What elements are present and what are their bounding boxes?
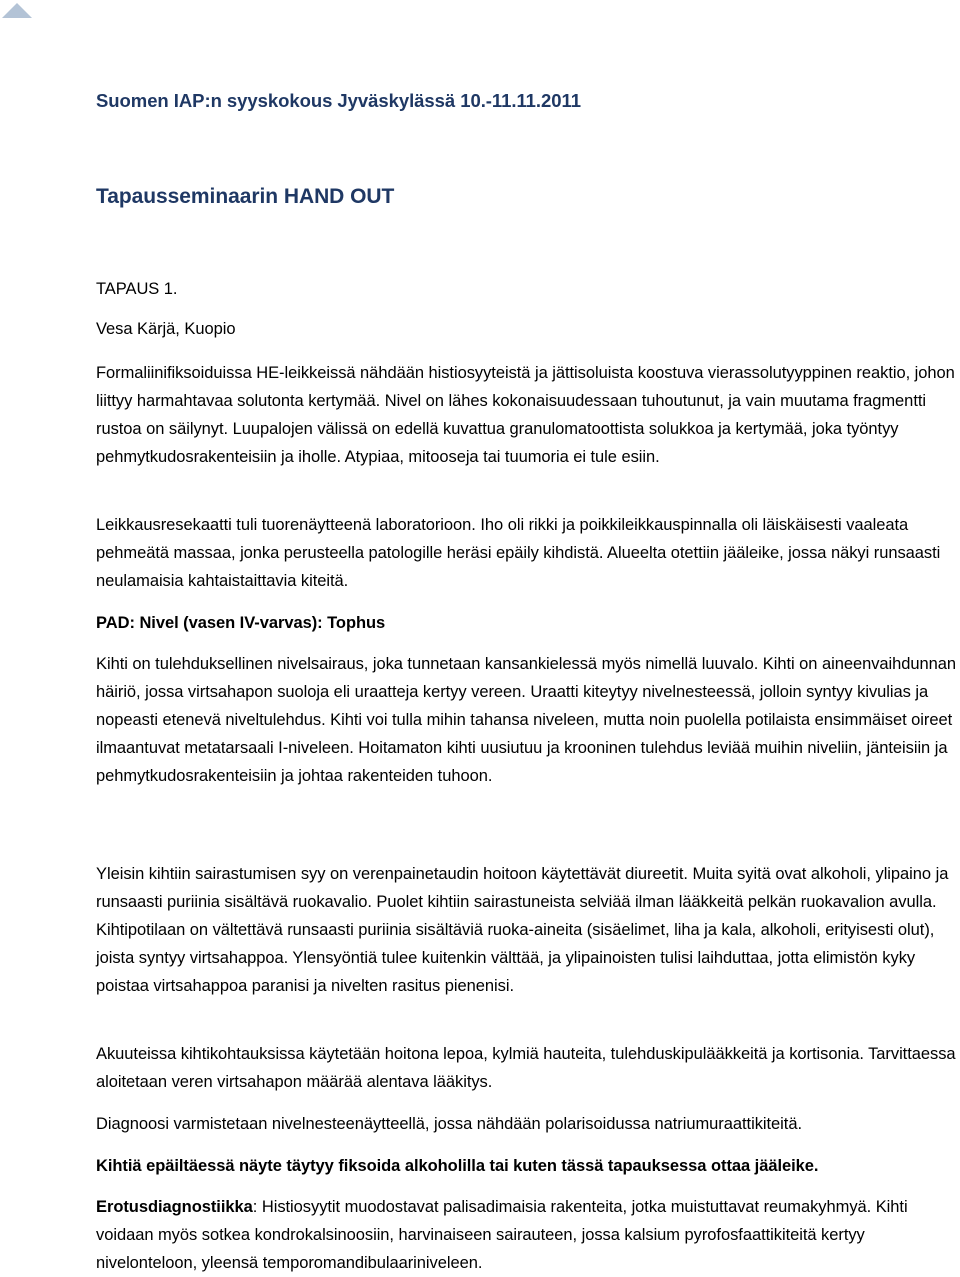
case-label: TAPAUS 1.	[96, 280, 178, 298]
pad-diagnosis: PAD: Nivel (vasen IV-varvas): Tophus	[96, 614, 386, 632]
differential-label: Erotusdiagnostiikka	[96, 1198, 253, 1216]
meeting-heading: Suomen IAP:n syyskokous Jyväskylässä 10.-11.11.2011	[96, 90, 581, 111]
page-title: Tapausseminaarin HAND OUT	[96, 185, 395, 208]
paragraph-differential	[96, 1193, 960, 1277]
paragraph-specimen: Leikkausresekaatti tuli tuorenäytteenä laboratorioon. Iho oli rikki ja poikkileikkauspinnalla oli läiskäisesti vaaleata pehmeätä massaa, jonka perusteella patologille heräsi epäily kihdistä. Alueelta otettiin jääleike, jossa näkyi runsaasti neulamaisia kahtaistaittavia kiteitä.	[96, 516, 941, 590]
paragraph-diagnosis: Diagnoosi varmistetaan nivelnesteenäytteellä, jossa nähdään polarisoidussa natriumuraattikiteitä.	[96, 1115, 802, 1133]
up-arrow-icon[interactable]	[0, 0, 34, 22]
paragraph-treatment: Akuuteissa kihtikohtauksissa käytetään hoitona lepoa, kylmiä hauteita, tulehduskipulääkkeitä ja kortisonia. Tarvittaessa aloitetaan veren virtsahapon määrää alentava lääkitys.	[96, 1045, 956, 1091]
paragraph-gout: Kihti on tulehduksellinen nivelsairaus, joka tunnetaan kansankielessä myös nimellä luuvalo. Kihti on aineenvaihdunnan häiriö, jossa virtsahapon suoloja eli uraatteja kertyy vereen. Uraatti kiteytyy nivelnesteessä, jolloin syntyy kivulias ja nopeasti etenevä niveltulehdus. Kihti voi tulla mihin tahansa niveleen, mutta noin puolella potilaista ensimmäiset oireet ilmaantuvat metatarsaali I-niveleen. Hoitamaton kihti uusiutuu ja krooninen tulehdus leviää muihin niveliin, jänteisiin ja pehmytkudosrakenteisiin ja johtaa rakenteiden tuhoon.	[96, 655, 957, 785]
paragraph-causes: Yleisin kihtiin sairastumisen syy on verenpainetaudin hoitoon käytettävät diureetit. Muita syitä ovat alkoholi, ylipaino ja runsaasti puriinia sisältävä ruokavalio. Puolet kihtiin sairastuneista selviää ilman lääkkeitä pelkän ruokavalion avulla. Kihtipotilaan on vältettävä runsaasti puriinia sisältäviä ruoka-aineita (sisäelimet, liha ja kala, alkoholi, erityisesti olut), joista syntyy virtsahappoa. Ylensyöntiä tulee kuitenkin välttää, ja ylipainoisten tulisi laihduttaa, jotta elimistön kyky poistaa virtsahappoa paranisi ja nivelten rasitus pienenisi.	[96, 865, 949, 995]
paragraph-histology: Formaliinifiksoiduissa HE-leikkeissä nähdään histiosyyteistä ja jättisoluista koostuva vierassolutyyppinen reaktio, johon liittyy harmahtavaa solutonta kertymää. Nivel on lähes kokonaisuudessaan tuhoutunut, ja vain muutama fragmentti rustoa on säilynyt. Luupalojen välissä on edellä kuvattua granulomatoottista solukkoa ja kertymää, joka työntyy pehmytkudosrakenteisiin ja iholle. Atypiaa, mitooseja tai tuumoria ei tule esiin.	[96, 364, 955, 466]
differential-text: : Histiosyytit muodostavat palisadimaisia rakenteita, jotka muistuttavat reumakyhmyä. Kihti voidaan myös sotkea kondrokalsinoosiin, harvinaiseen sairauteen, jossa kalsium pyrofosfaattikiteitä kertyy nivelonteloon, yleensä temporomandibulaariniveleen.	[96, 1198, 908, 1272]
paragraph-fixation: Kihtiä epäiltäessä näyte täytyy fiksoida alkoholilla tai kuten tässä tapauksessa ottaa jääleike.	[96, 1157, 819, 1175]
case-author: Vesa Kärjä, Kuopio	[96, 320, 236, 338]
